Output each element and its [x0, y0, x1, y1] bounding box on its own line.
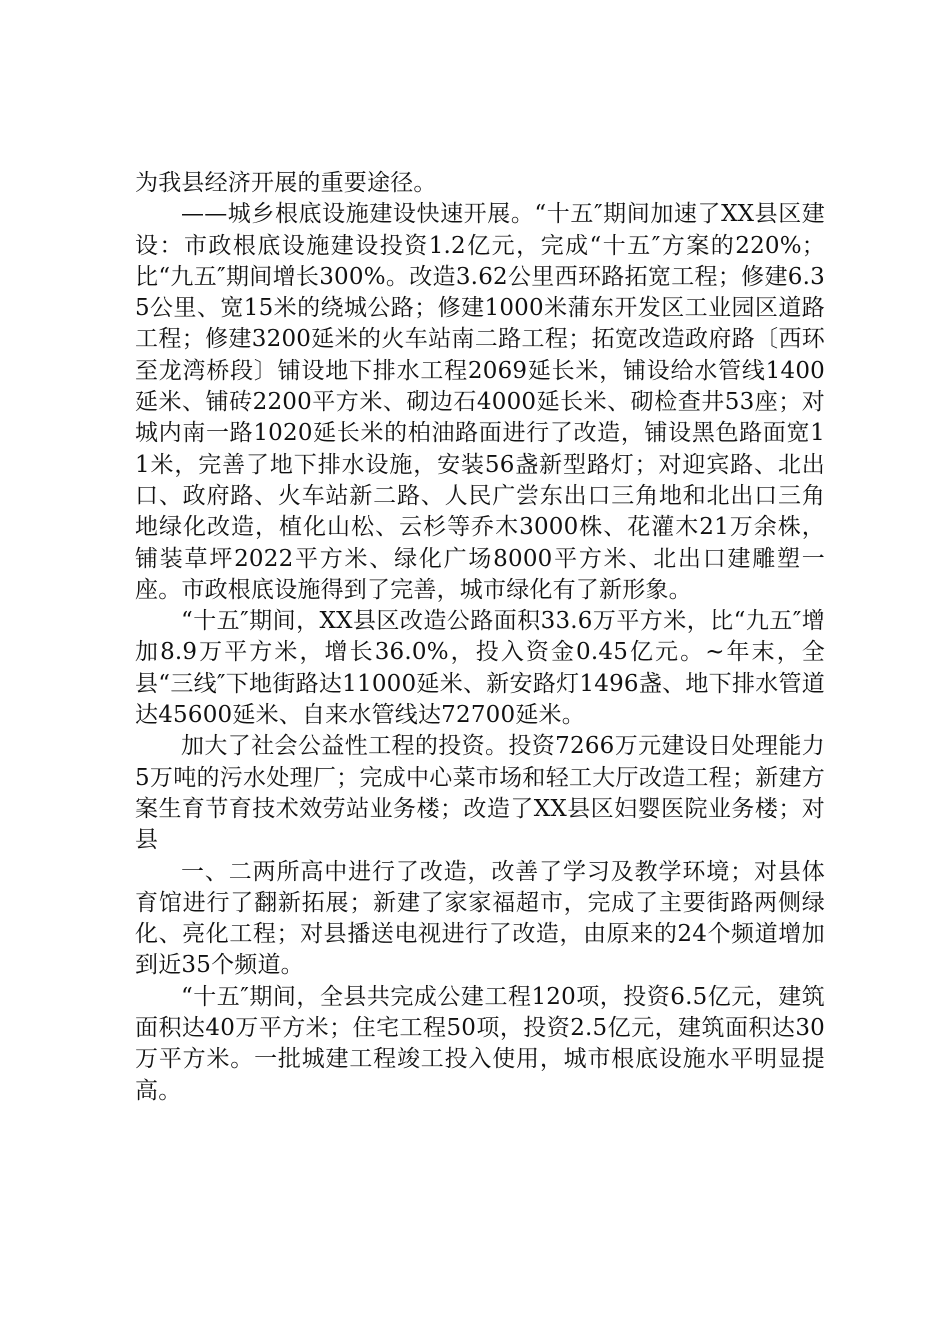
document-body [135, 168, 825, 1107]
paragraph-infrastructure: ——城乡根底设施建设快速开展。“十五″期间加速了XX县区建设：市政根底设施建设投资1.2亿元，完成“十五″方案的220%；比“九五″期间增长300%。改造3.62公里西环路拓宽工程；修建6.35公里、宽15米的绕城公路；修建1000米蒲东开发区工业园区道路工程；修建3200延米的火车站南二路工程；拓宽改造政府路〔西环至龙湾桥段〕铺设地下排水工程2069延长米，铺设给水管线1400延米、铺砖2200平方米、砌边石4000延长米、砌检查井53座；对城内南一路1020延长米的柏油路面进行了改造，铺设黑色路面宽11米，完善了地下排水设施，安装56盏新型路灯；对迎宾路、北出口、政府路、火车站新二路、人民广尝东出口三角地和北出口三角地绿化改造，植化山松、云杉等乔木3000株、花灌木21万余株，铺装草坪2022平方米、绿化广场8000平方米、北出口建雕塑一座。市政根底设施得到了完善，城市绿化有了新形象。 [135, 201, 825, 603]
paragraph-continuation: 为我县经济开展的重要途径。 [135, 170, 437, 196]
paragraph-public-welfare: 加大了社会公益性工程的投资。投资7266万元建设日处理能力5万吨的污水处理厂；完成中心菜市场和轻工大厅改造工程；新建方案生育节育技术效劳站业务楼；改造了XX县区妇婴医院业务楼；对县 [135, 733, 825, 854]
paragraph-public-works: “十五″期间，全县共完成公建工程120项，投资6.5亿元，建筑面积达40万平方米；住宅工程50项，投资2.5亿元，建筑面积达30万平方米。一批城建工程竣工投入使用，城市根底设施水平明显提高。 [135, 983, 825, 1104]
paragraph-road-renovation: “十五″期间，XX县区改造公路面积33.6万平方米，比“九五″增加8.9万平方米，增长36.0%，投入资金0.45亿元。~年末，全县“三线″下地街路达11000延米、新安路灯1496盏、地下排水管道达45600延米、自来水管线达72700延米。 [135, 608, 825, 729]
paragraph-schools: 一、二两所高中进行了改造，改善了学习及教学环境；对县体育馆进行了翻新拓展；新建了家家福超市，完成了主要街路两侧绿化、亮化工程；对县播送电视进行了改造，由原来的24个频道增加到近35个频道。 [135, 858, 825, 979]
